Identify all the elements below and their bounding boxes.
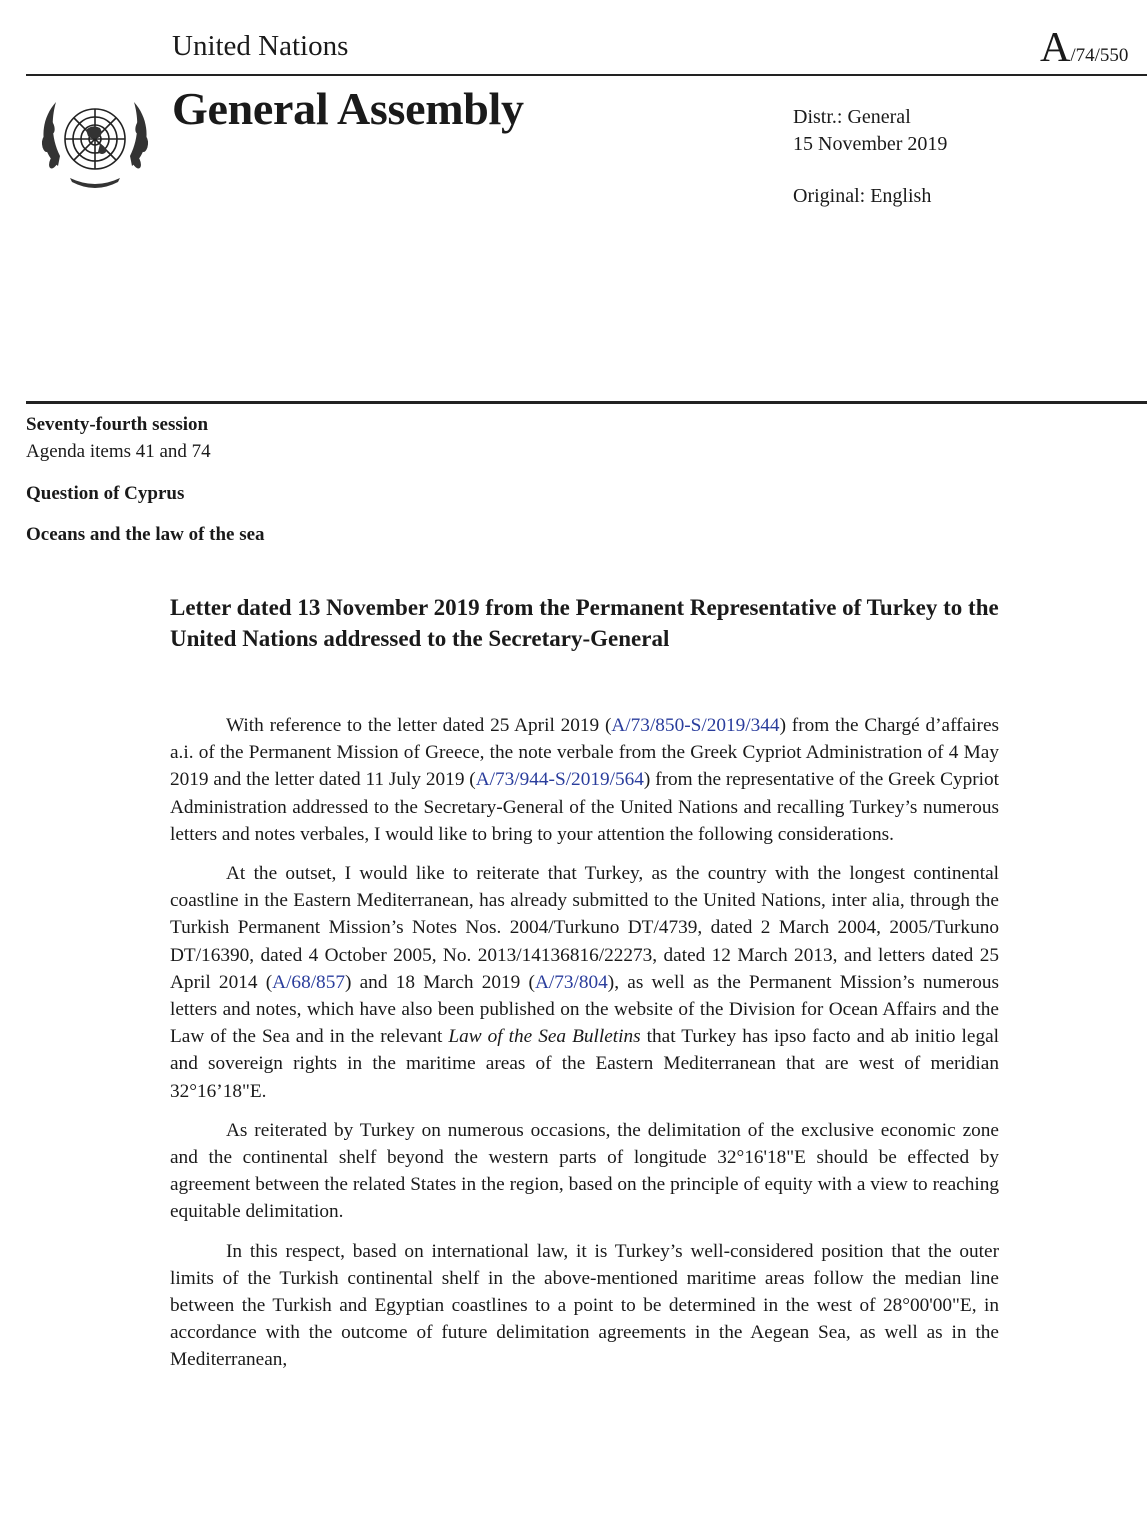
distribution-type: Distr.: General bbox=[793, 106, 911, 128]
letter-body bbox=[170, 712, 999, 1386]
document-link[interactable]: A/73/804 bbox=[534, 971, 608, 993]
paragraph-1-text-b: ) from the Chargé d’affaires a.i. of the Permanent Mission of Greece, the note verbale from the Greek Cypriot Administration of 4 May 2019 and the letter dated 11 July 2019 ( bbox=[170, 715, 1000, 791]
paragraph-2-text-c: ), as well as the Permanent Mission’s numerous letters and notes, which have also been published on the website of the Division for Ocean Affairs and the Law of the Sea and in the relevant bbox=[170, 971, 999, 1048]
original-language: Original: English bbox=[793, 185, 932, 207]
distribution-block bbox=[793, 104, 947, 158]
organization-name: United Nations bbox=[172, 30, 349, 62]
organ-title: General Assembly bbox=[172, 83, 524, 134]
paragraph-1-text-c: ) from the representative of the Greek Cypriot Administration addressed to the Secretary-General of the United Nations and recalling Turkey’s numerous letters and notes verbales, I would like to bring to your attention the following considerations. bbox=[170, 769, 999, 845]
session-rule bbox=[26, 401, 1147, 404]
header-rule bbox=[26, 74, 1147, 76]
paragraph-2-text-b: ) and 18 March 2019 ( bbox=[344, 971, 535, 993]
paragraph-2 bbox=[170, 860, 999, 1105]
document-symbol-prefix: A bbox=[1040, 25, 1071, 71]
session-name: Seventy-fourth session bbox=[26, 414, 209, 435]
paragraph-2-text-d: that Turkey has ipso facto and ab initio legal and sovereign rights in the maritime areas of the Eastern Mediterranean that are west of meridian 32°16’18"E. bbox=[170, 1026, 999, 1102]
agenda-items: Agenda items 41 and 74 bbox=[26, 441, 211, 462]
paragraph-1 bbox=[170, 712, 999, 848]
un-emblem-icon bbox=[30, 86, 160, 196]
document-symbol-number: /74/550 bbox=[1070, 45, 1129, 66]
bulletin-title: Law of the Sea Bulletins bbox=[448, 1026, 641, 1048]
document-link[interactable]: A/73/850-S/2019/344 bbox=[611, 715, 780, 736]
paragraph-4: In this respect, based on international law, it is Turkey’s well-considered position that the outer limits of the Turkish continental shelf in the above-mentioned maritime areas follow the median line between the Turkish and Egyptian coastlines to a point to be determined in the west of 28°00'00"E, in accordance with the outcome of future delimitation agreements in the Aegean Sea, as well as in the Mediterranean, bbox=[170, 1240, 999, 1371]
document-link[interactable]: A/68/857 bbox=[272, 971, 345, 993]
document-link[interactable]: A/73/944-S/2019/564 bbox=[475, 769, 644, 791]
agenda-item-cyprus: Question of Cyprus bbox=[26, 483, 185, 504]
letter-title: Letter dated 13 November 2019 from the Permanent Representative of Turkey to the United Nations addressed to the Secretary-General bbox=[170, 595, 999, 651]
paragraph-3: As reiterated by Turkey on numerous occasions, the delimitation of the exclusive economic zone and the continental shelf beyond the western parts of longitude 32°16'18"E should be effected by agreement between the related States in the region, based on the principle of equity with a view to reaching equitable delimitation. bbox=[170, 1119, 999, 1223]
paragraph-1-text-a: With reference to the letter dated 25 April 2019 ( bbox=[226, 715, 612, 736]
agenda-item-oceans: Oceans and the law of the sea bbox=[26, 524, 265, 545]
document-symbol bbox=[1040, 24, 1128, 72]
paragraph-2-text-a: At the outset, I would like to reiterate that Turkey, as the country with the longest continental coastline in the Eastern Mediterranean, has already submitted to the United Nations, inter alia, through the Turkish Permanent Mission’s Notes Nos. 2004/Turkuno DT/4739, dated 2 March 2004, 2005/Turkuno DT/16390, dated 4 October 2005, No. 2013/14136816/22273, dated 12 March 2013, and letters dated 25 April 2014 ( bbox=[170, 863, 999, 993]
document-date: 15 November 2019 bbox=[793, 133, 948, 155]
